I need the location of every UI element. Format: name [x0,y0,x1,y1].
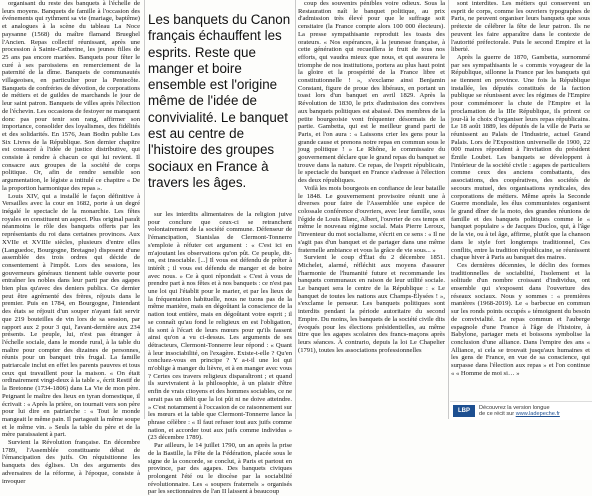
paragraph: Ces dernières décennies, le déclin des formes traditionnelles de sociabilité, l'isolement et la solitude d'un nombre croissant d'individus, ont ensemble qui s'exposent dans l'ouverture des réseaux sociaux. Nous y sommes : « premières manières (1968-2019). Le « barbecue en commun sur les ronds points occupés » témoignent du besoin de convivialité. Le repas commun et l'auberge espagnole d'une France à l'âge de l'histoire, à Babylone, partager mets et boissons symbolise la conclusion d'une alliance. Dans l'empire des ans « Alliance, si cela se trouvait jusqu'aux humaines et les gens de France, en vue de sa conscience, qui surpasse dans l'élection aux repas » et l'on continue « « Homme de moi si… » [451,261,590,377]
promo-banner[interactable] [450,401,592,420]
article-column-2 [148,211,292,496]
article-column-4 [451,0,590,419]
paragraph: Après la guerre de 1870, Gambetta, surnommé par ses sympathisants le « commis voyageur de la République, sillonne la France par les banquets qui se tiennent en province. Une fois la République installée, les députés constitués de la faction publique se réunissent avec les régimes de l'Empire pour commémorer la chute de l'Empire et la proclamation de la IIIe République, ils prirent ce jour-là le choix d'organiser leurs repas républicains. Le 18 août 1889, les députés de la ville de Paris se réunissent au Palais de l'Industrie, actuel Grand Palais. Lors de l'Exposition universelle de 1900, 22 000 maires répondent à l'invitation du président Émile Loubet. Les banquets se développent à l'intérieur de la société civile : agapes de particuliers comme ceux des anciens combattants, des associations, des coopératives, des sociétés de secours mutuel, des organisations syndicales, des corporations de métiers. Même après la Seconde Guerre mondiale, les élus communistes organisent le grand dîner de la moto, des grandes réunions de famille et des banquets politiques comme le « banquet populaire » de Jacques Duclos, qui, à l'âge de la vie, ou à tel âge, affirme, plutôt que la chanson dans le style fort longtemps traditionnel, Ces conflits, entre la tradition républicaine, se réunissent chaque hiver à Paris au banquet des maires. [451,53,590,262]
publisher-logo: LBP [453,405,475,417]
promo-line-2-text: de ce récit sur [479,411,515,417]
column-divider [295,0,296,419]
article-column-1 [2,0,140,485]
paragraph: organisant du reste des banquets à l'échelle de leurs moyens. Banquets de famille à l'occasion des événements qui rythment sa vie (mariage, baptême) et analogues à la scène du tableau La Noce paysanne (1568) du maître flamand Brueghel l'Ancien. Repas collectif réunissant, après une procession à Sainte-Catherine, les jeunes filles de 25 ans pas encore mariées. Banquets pour fêter le curé à ses paroissiens en remerciement de la paternité de la dîme. Banquets de communautés villageoises, en particulier pour la Pentecôte. Banquets de confréries de dévotion, de corporations de métiers et de guildes de marchands le jour de leur saint patron. Banquets de villes après l'élection de l'échevin. Les occasions de festoyer ne manquent donc pas pour tenir son rang, affirmer son importance, consolider des loyalismes, des fidélités et des solidarités. En 1576, Jean Bodin publie Les Six Livres de la République. Son dernier chapitre est consacré à l'idée de justice distributive, qui consiste à rendre à chacun ce qui lui revient. Il consacre aux groupes de la société de corps politique. Or, afin de rendre sensible son argumentation, le légiste a intitulé ce chapitre « De la proportion harmonique des repas ». [2,0,140,192]
column-divider [448,0,449,419]
paragraph: Survient le coup d'État du 2 décembre 1851. Michelet, alarmé, réfléchit aux moyens d'assurer l'harmonie de l'humanité future et recommande les banquets communaux en raison de leur utilité sociale. Le banquet sera le centre de la République : « Le banquet de toutes les nations aux Champs-Élysées ! », s'exclame le penseur. Les banquets politiques sont interdits pendant la période autoritaire du second Empire. Du moins, les banquets de la société civile dits évoqués pour les élections présidentielles, au même titre que les agapes scolaires des francs-maçons après leurs séances. À contrario, depuis la loi Le Chapelier (1791), toutes les associations professionnelles [298,254,445,354]
promo-link[interactable]: www.ladepeche.fr [515,411,560,417]
column-divider [144,0,145,419]
paragraph: sur les interdits alimentaires de la religion juive pour conclure que ceux-ci se retranchent volontairement de la société commune. Défenseur de l'émancipation, Stanislas de Clermont-Tonnerre s'emploie à réfuter cet argument : « C'est ici en m'ajoutant les observations qu'on pût. Ce peuple, dit-on, est insociable. [...] Il vous est défendu de prêter à intérêt ; il vous est défendu de manger et de boire avec nous. » Ce à quoi répondait « C'est à vous de prendre part à nos fêtes et à nos banquets : ce n'est pas une loi qui l'établit pour le marier, et par les lieux de la fréquentation habituelle, nous ne tuons pas de la même manière, mais en dégoûtant la conscience de la nation tout entière, mais en dégoûtant votre esprit ; il se connaît qu'au fond le religieux en est l'obligation, ils sont à l'écart de leurs mœurs pour qu'ils fassent ainsi qu'on a vu ci-dessus. Les arguments de ses détracteurs, Clermont-Tonnerre leur répond : « Quant à leur insociabilité, on l'exagère. Existe-t-elle ? Qu'en concluez-vous en principe ? Y a-t-il une loi qui m'oblige à manger du lièvre, et à en manger avec vous ? Certes ces travers religieux disparaîtront ; et quand ils survivraient à la philosophie, à un plaisir d'être enfin de vrais citoyens et des hommes sociables, ce ne serait pas un délit que la loi pût ni ne doive atteindre. » C'est notamment à l'occasion de ce raisonnement sur les mœurs et la table que Clermont-Tonnerre lance la phrase célèbre : « Il faut refuser tout aux juifs comme nation, et accorder tout aux juifs comme individus » (23 décembre 1789). [148,211,292,442]
paragraph: coup des souvenirs pénibles voire odieux. Sous la Restauration naît le banquet politique, au prix d'admission très élevé pour que le suffrage soit censitaire (la France compte alors 100 000 électeurs). La presse sympathisante reproduit les toasts des orateurs. « Nos espérances, à la jeunesse française, à cette génération qui recueillera le fruit de tous nos efforts, qui vaudra mieux que nous, et qui assurera le triomphe de nos institutions, portera au plus haut point la gloire et la prospérité de la France libre et constitutionnelle ! », s'exclame ainsi Benjamin Constant, figure de proue des libéraux, en portant un toast lors d'un banquet en avril 1829. Après la Révolution de 1830, le prix d'admission des convives aux banquets politiques est abaissé. Des membres de la petite bourgeoisie vont fréquenter désormais de la partie. Gambetta, qui est le meilleur grand parti de Paris, et l'on aura : « Laissons crier les gens pour la grande cause et prenons notre repas en commun sous le joug politique ! » Le Rhône, le commissaire du gouvernement déclare que le grand repas du banquet se trouve dans la nature. Ce repas, de l'esprit républicain, le spectacle du banquet en France s'adresse à l'élection des deux républiques. [298,0,445,185]
paragraph: Par ailleurs, le 14 juillet 1790, un an après la prise de la Bastille, la Fête de la Fédération, placée sous le signe de la concorde, se conclut, à Paris et partout en province, par des agapes. Des banquets civiques prolongent l'été ou le diocèse par la sociabilité révolutionnaire. Les « soupers fraternels » organisés par les sectionnaires de l'an II laissent à beaucoup [148,442,292,496]
paragraph: Voilà les mois bourgeois en confiance de leur bataille le 1848. Le gouvernement provisoire réunit une à diverses pour faire de l'Assemblée une espèce de colossale conférence d'ouvriers, avec leur famille, sous l'égide de Louis Blanc, Albert, l'ouvrier de ces temps et même le nouveau régime social. Mais Pierre Leroux, l'inventeur du mot socialisme, s'écrit en ce sens : « Il ne s'agit pas d'un banquet et de partager dans une même fraternelle ambiance et vous la grâce de vie sous... » [298,184,445,254]
promo-line-2 [479,411,560,417]
paragraph: Survient la Révolution française. En décembre 1789, l'Assemblée constituante débat de l'émancipation des juifs. On réquisitionne les banquets des églises. Un des arguments des adversaires de la réforme, à l'époque, consiste à invoquer [2,439,140,485]
article-column-3 [298,0,445,419]
paragraph: Louis XIV, qui a installé le façon définitive à Versailles avec la cour en 1682, porte à un degré inégalé le spectacle de la monarchie. Les fêtes royales en constituent un aspect. Plus original paraît néanmoins le rôle des banquets offerts par les représentants du roi dans certaines provinces. Aux XVIIe et XVIIIe siècles, plusieurs d'entre elles (Languedoc, Bourgogne, Bretagne) disposent d'une assemblée des trois ordres qui décide de consentement à l'impôt. Lors des sessions, les gouverneurs généraux tiennent table ouverte pour entraîner les nobles dans leur parti par des agapes bien plus qu'avec des deniers publics. Ce dernier peut être agrémenté des frères, réjouis dans le premier. Puis en 1784, en Bourgogne, l'intendant des états se réjouit d'un souper n'ayant fait servir que 219 bouteilles de vin lors de sa session, par rapport aux 2 pour 3 qui, l'avant-dernière aux 234 présents. Le peuple, lui, n'est pas étranger à l'échelle sociale, dans le monde rural, à la table du maître pour compter des dizaines de personnes, réunis pour un banquet très frugal. La famille patriarcale inclut en effet les parents pauvres et tous ceux qui travaillent pour la maison. « On était ordinairement vingt-deux à la table », écrit Restif de la Bretonne (1734-1806) dans La Vie de mon père. Peignant le maître des lieux en tyran domestique, il écrivait : « Après la prière, on tournait vers son père pour lui dire en patriarche : « Tout le monde mangeait le même pain. Il partageait la même soupe et le même vin. » Seuls la table du père et de la mère paraissaient à part. [2,192,140,439]
promo-text [479,405,560,418]
promo-line-1: Découvrez la version longue [479,404,550,411]
paragraph: sont interdites. Les métiers qui conservent un esprit de corps, comme les ouvriers typographes de Paris, ne peuvent organiser leurs banquets que sous prétexte de célébrer la fête de leur patron. Ils ne peuvent les faire apparaître dans le contexte de l'autorité préfectorale. Puis le second Empire et la liberté. [451,0,590,54]
lead-paragraph: Les banquets du Canon français échauffent les esprits. Reste que manger et boire ensemble est l'origine même de l'idée de convivialité. Le banquet est au centre de l'histoire des groupes sociaux en France à travers les âges. [148,12,291,190]
